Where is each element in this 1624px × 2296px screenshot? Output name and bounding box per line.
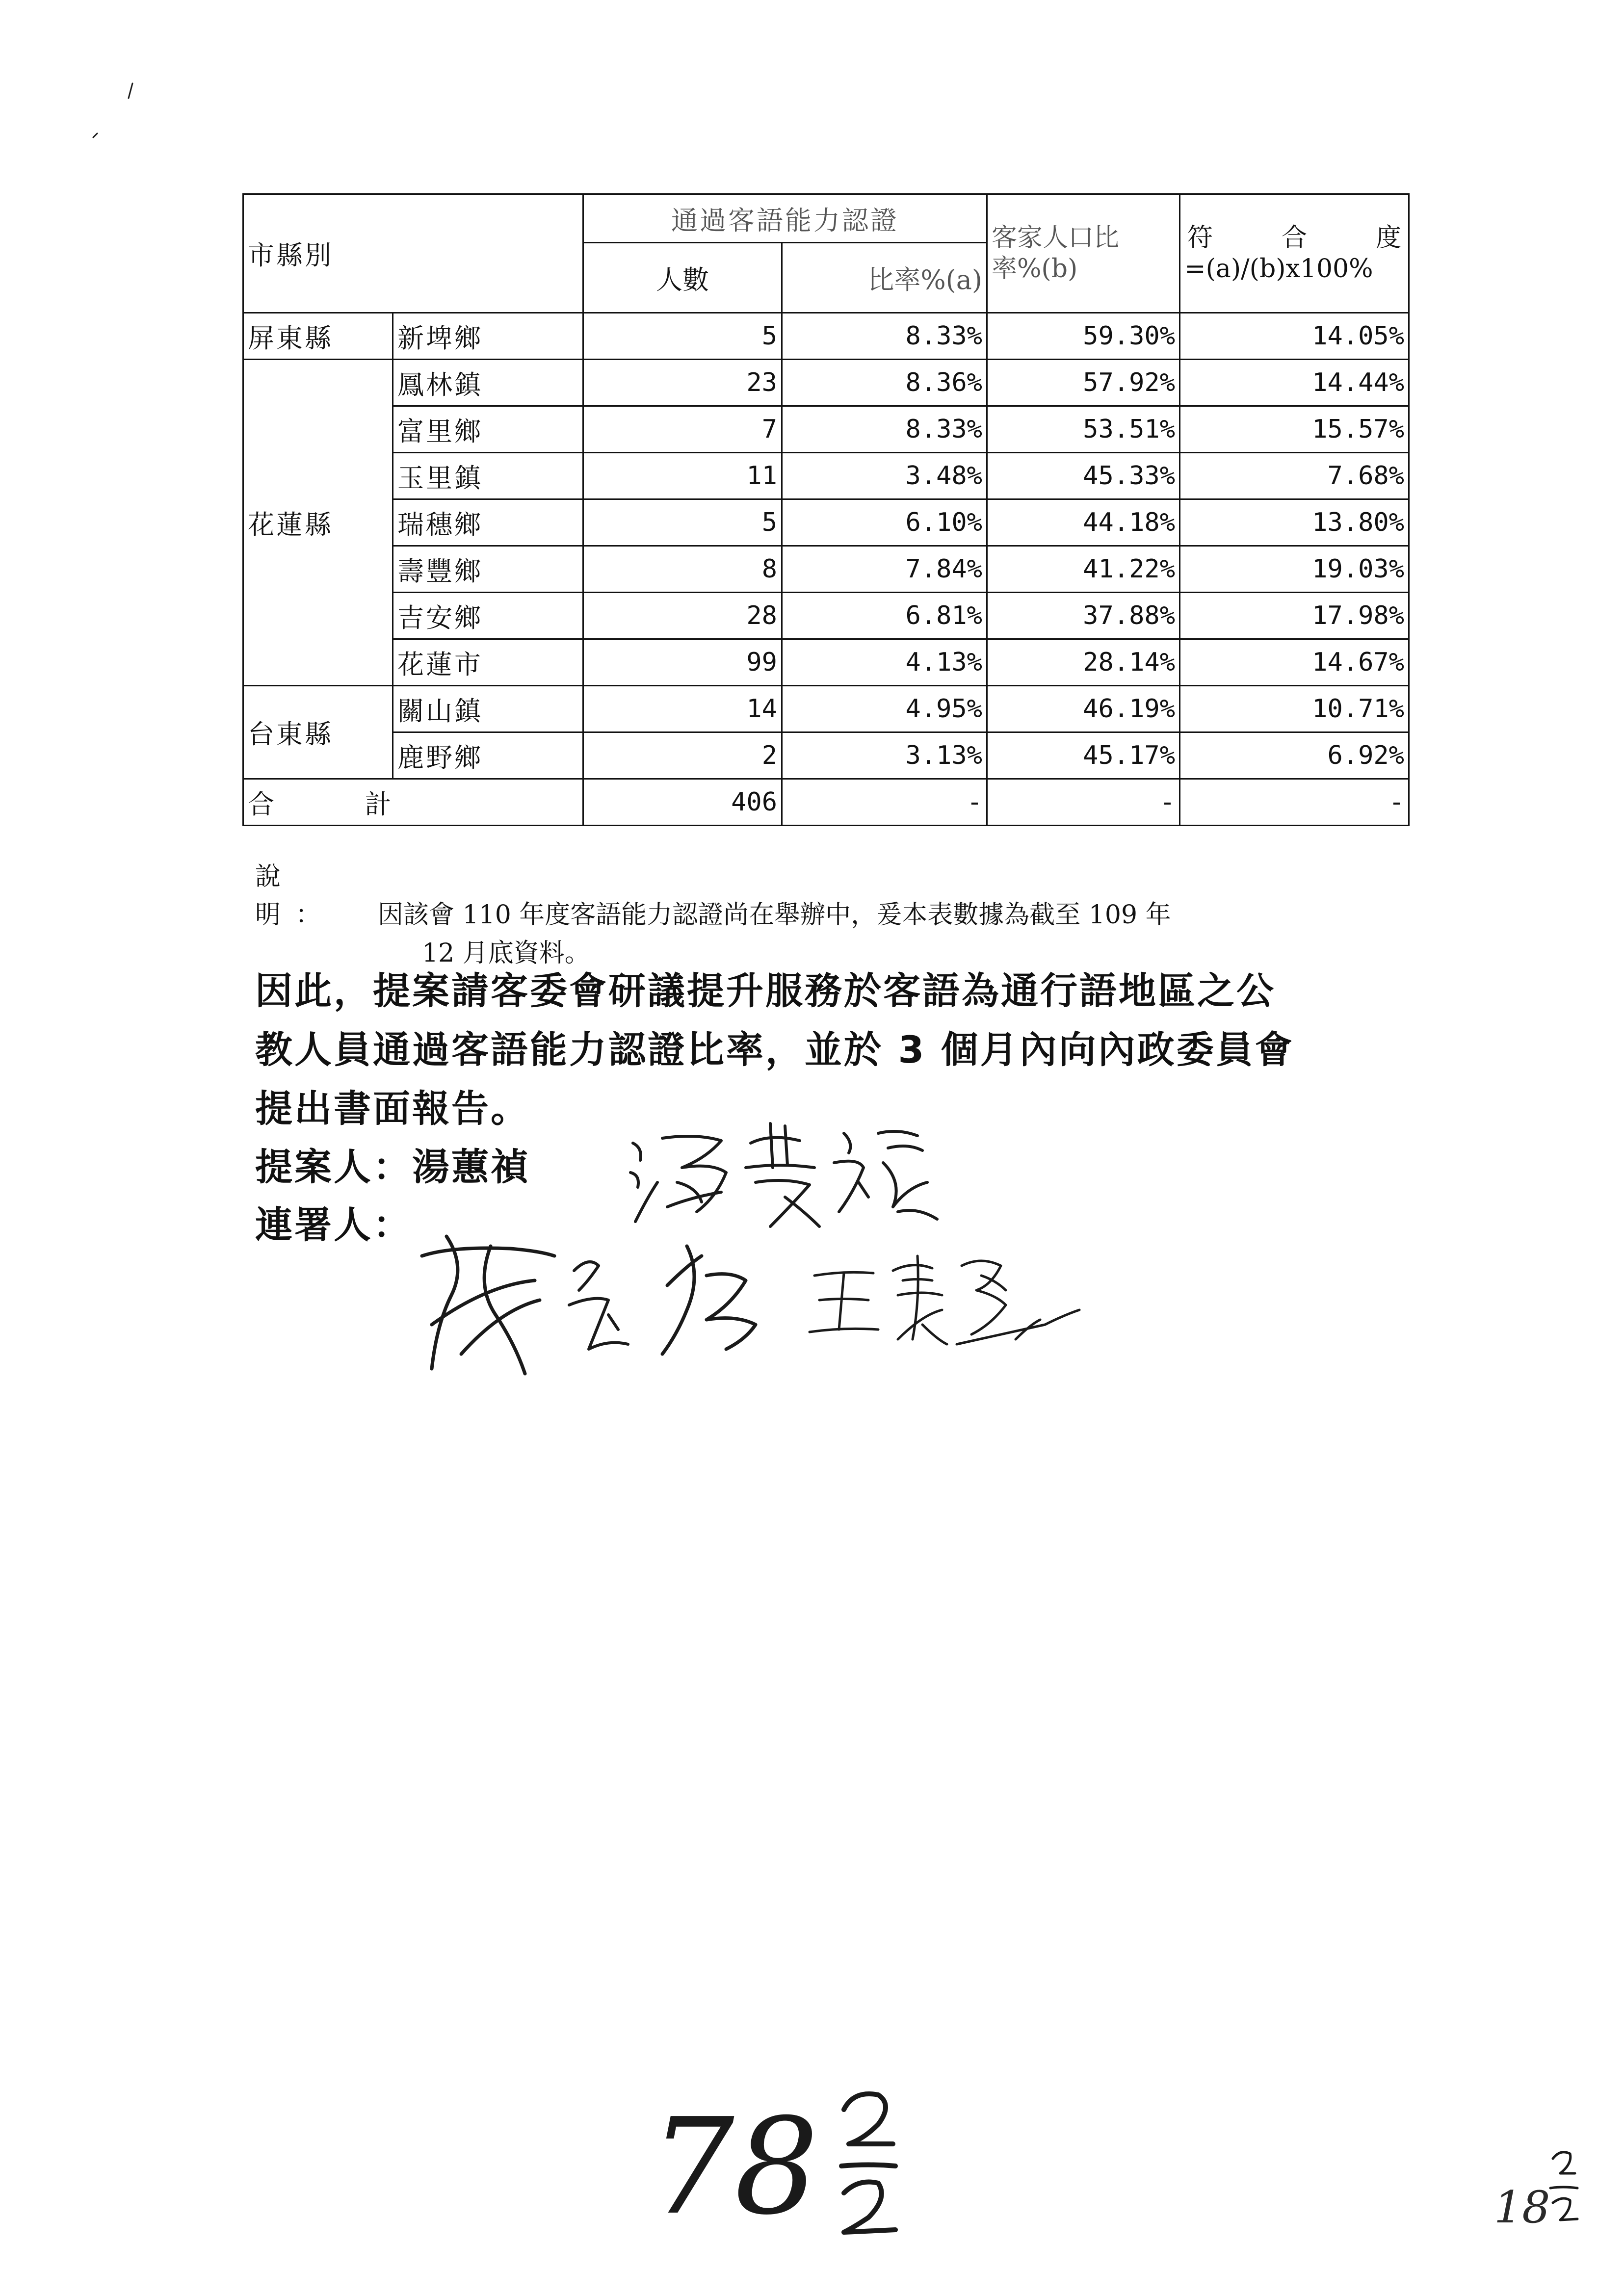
rate-cell: 4.95% [782,686,987,732]
note-line1: 因該會 110 年度客語能力認證尚在舉辦中，爰本表數據為截至 109 年 [378,900,1171,930]
table-row [243,546,1409,593]
table-row [243,406,1409,453]
county-cell-pingtung: 屏東縣 [243,313,393,360]
fit-cell: 17.98% [1180,593,1409,639]
town-cell: 玉里鎮 [393,453,583,499]
page-number-small-digits: 18 [1494,2182,1550,2233]
rate-cell: 8.33% [782,406,987,453]
total-rate: - [782,779,987,826]
proposal-paragraph [255,962,1408,1138]
table-row [243,686,1409,732]
proposer-line [255,1138,530,1196]
fit-cell: 14.05% [1180,313,1409,360]
hakka-cell: 59.30% [987,313,1180,360]
town-cell: 富里鄉 [393,406,583,453]
header-hakka-rate-line2: 率%(b) [992,254,1078,284]
count-cell: 14 [583,686,782,732]
paragraph-line-3: 提出書面報告。 [255,1087,530,1130]
header-fit-word2: 合 [1281,223,1307,253]
page-number-digits: 78 [650,2089,819,2244]
stray-mark [83,78,142,147]
header-hakka-rate-line1: 客家人口比 [992,223,1120,253]
total-count: 406 [583,779,782,826]
town-cell: 壽豐鄉 [393,546,583,593]
note-line2: 12 月底資料。 [422,939,590,968]
hakka-cell: 28.14% [987,639,1180,686]
table-row [243,360,1409,406]
proposer-signature [623,1114,957,1241]
hakka-cell: 45.33% [987,453,1180,499]
count-cell: 8 [583,546,782,593]
fit-cell: 10.71% [1180,686,1409,732]
table-row [243,313,1409,360]
total-label-2: 計 [365,788,392,820]
town-cell: 瑞穗鄉 [393,499,583,546]
fit-cell: 15.57% [1180,406,1409,453]
town-cell: 吉安鄉 [393,593,583,639]
table-row [243,593,1409,639]
header-hakka-rate [987,194,1180,313]
proposer-label: 提案人： [255,1145,412,1189]
table-row [243,732,1409,779]
rate-cell: 6.10% [782,499,987,546]
rate-cell: 4.13% [782,639,987,686]
header-fit [1180,194,1409,313]
total-fit: - [1180,779,1409,826]
count-cell: 5 [583,313,782,360]
count-cell: 28 [583,593,782,639]
total-label [243,779,583,826]
town-cell: 鹿野鄉 [393,732,583,779]
table-row [243,499,1409,546]
cosigner-signatures [412,1226,1109,1393]
count-cell: 5 [583,499,782,546]
fit-cell: 14.67% [1180,639,1409,686]
fit-cell: 6.92% [1180,732,1409,779]
proposer-name: 湯蕙禎 [412,1145,530,1189]
hakka-cell: 57.92% [987,360,1180,406]
rate-cell: 8.33% [782,313,987,360]
paragraph-line-2: 教人員通過客語能力認證比率，並於 3 個月內向內政委員會 [255,1028,1294,1071]
town-cell: 關山鎮 [393,686,583,732]
header-fit-formula: =(a)/(b)x100% [1184,254,1373,284]
rate-cell: 8.36% [782,360,987,406]
hakka-cell: 46.19% [987,686,1180,732]
total-label-1: 合 [248,788,274,820]
note-label: 說 明： [255,862,336,930]
header-fit-word1: 符 [1187,223,1213,253]
header-rate: 比率%(a) [782,243,987,313]
total-hakka: - [987,779,1180,826]
rate-cell: 3.48% [782,453,987,499]
town-cell: 花蓮市 [393,639,583,686]
table-row [243,453,1409,499]
hakka-cell: 37.88% [987,593,1180,639]
count-cell: 2 [583,732,782,779]
town-cell: 鳳林鎮 [393,360,583,406]
header-fit-word3: 度 [1375,223,1401,253]
count-cell: 23 [583,360,782,406]
fit-cell: 7.68% [1180,453,1409,499]
count-cell: 11 [583,453,782,499]
count-cell: 7 [583,406,782,453]
fit-cell: 13.80% [1180,499,1409,546]
county-cell-taitung: 台東縣 [243,686,393,779]
certification-table [242,193,1410,826]
rate-cell: 6.81% [782,593,987,639]
hakka-cell: 45.17% [987,732,1180,779]
paragraph-line-1: 因此，提案請客委會研議提升服務於客語為通行語地區之公 [255,969,1276,1013]
table-row [243,639,1409,686]
header-county: 市縣別 [243,194,583,313]
rate-cell: 3.13% [782,732,987,779]
fit-cell: 14.44% [1180,360,1409,406]
header-count: 人數 [583,243,782,313]
hakka-cell: 44.18% [987,499,1180,546]
cosigner-label: 連署人： [255,1203,412,1247]
table-total-row [243,779,1409,826]
count-cell: 99 [583,639,782,686]
county-cell-hualien: 花蓮縣 [243,360,393,686]
header-pass-group: 通過客語能力認證 [583,194,987,243]
hakka-cell: 53.51% [987,406,1180,453]
hakka-cell: 41.22% [987,546,1180,593]
town-cell: 新埤鄉 [393,313,583,360]
fit-cell: 19.03% [1180,546,1409,593]
table-note [255,858,1413,972]
page-number-handwritten [648,2070,962,2247]
rate-cell: 7.84% [782,546,987,593]
page-number-small-handwritten [1492,2139,1599,2242]
